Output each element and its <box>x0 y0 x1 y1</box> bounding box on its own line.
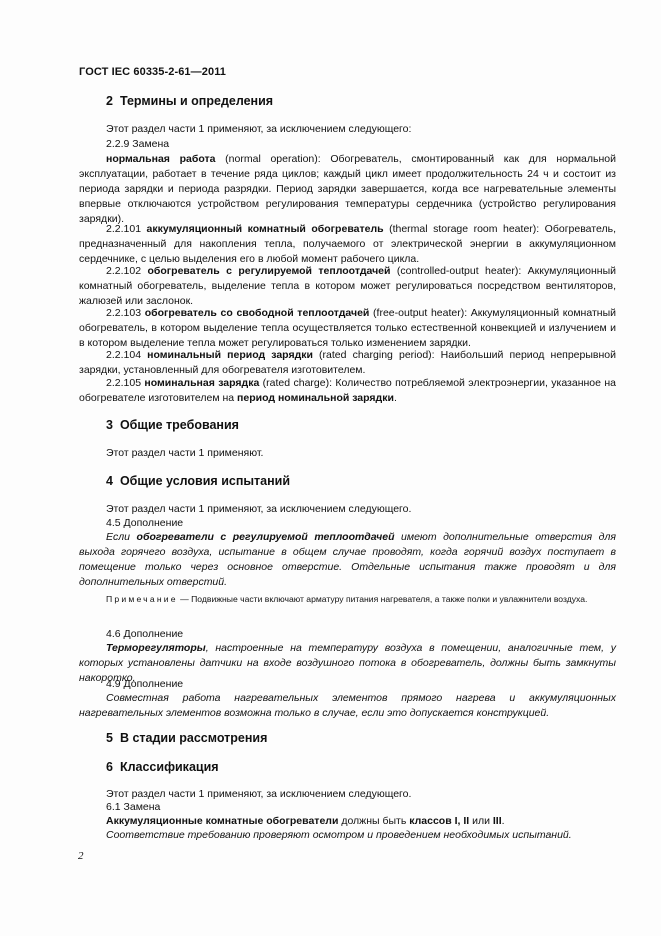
clause-number: 2.2.101 <box>106 223 147 235</box>
s3-text: Этот раздел части 1 применяют. <box>106 447 264 459</box>
def-229 <box>79 152 616 227</box>
def-2-2-105 <box>79 376 616 406</box>
definition-text: (normal operation): Обогреватель, смонтированный как для нормальной эксплуатации, работает в течение ряда циклов; каждый цикл имеет продолжительность 24 ч и состоит из периода зарядки и периода разрядки. Период зарядки завершается, когда все нагревательные элементы впервые отключаются устройством регулирования температуры сердечника (устройство регулирования зарядки). <box>79 153 616 225</box>
def-2-2-102 <box>79 264 616 309</box>
note-label: Примечание <box>106 594 178 604</box>
section-4-heading <box>106 474 290 488</box>
term: III <box>492 815 502 827</box>
s6-sub-61: 6.1 Замена <box>106 801 161 813</box>
punctuation: . <box>393 392 397 404</box>
term: Аккумуляционные комнатные обогреватели <box>106 815 339 827</box>
s2-intro: Этот раздел части 1 применяют, за исключением следующего: <box>106 123 412 135</box>
section-number: 5 <box>106 731 113 745</box>
text: , настроенные на температуру воздуха в помещении, аналогичные тем, у которых установлены датчики на входе воздушного потока в обогреватель, должны быть замкнуты накоротко. <box>79 642 616 684</box>
term: номинальный период зарядки <box>147 349 313 361</box>
clause-number: 2.2.103 <box>106 307 145 319</box>
s4-sub-45: 4.5 Дополнение <box>106 517 184 529</box>
section-3-heading <box>106 418 239 432</box>
section-title: Общие условия испытаний <box>119 474 291 488</box>
term: обогреватели с регулируемой теплоотдачей <box>136 531 395 543</box>
s4-sub-49: 4.9 Дополнение <box>106 678 184 690</box>
note <box>79 593 616 607</box>
text: Если <box>106 531 137 543</box>
text: Совместная работа нагревательных элементов прямого нагрева и аккумуляционных нагревательных элементов возможна только в случае, если это допускается конструкцией. <box>79 692 616 719</box>
section-title: В стадии рассмотрения <box>119 731 268 745</box>
definition-text: (thermal storage room heater): Обогреватель, предназначенный для накопления тепла, получаемого от электрической энергии в аккумуляционном сердечнике, с целью выделения его в любой момент рабочего цикла. <box>79 223 616 265</box>
s6-intro: Этот раздел части 1 применяют, за исключением следующего. <box>106 788 412 800</box>
page-number: 2 <box>78 850 84 862</box>
section-number: 2 <box>106 94 113 108</box>
clause-number: 2.2.105 <box>106 377 145 389</box>
section-5-heading <box>106 731 267 745</box>
section-title: Общие требования <box>119 418 239 432</box>
definition-text: (rated charging period): Наибольший период непрерывной зарядки, установленный для обогревателя изготовителем. <box>79 349 616 376</box>
term: период номинальной зарядки <box>237 392 394 404</box>
text: или <box>469 815 493 827</box>
term: аккумуляционный комнатный обогреватель <box>146 223 384 235</box>
text: имеют дополнительные отверстия для выхода горячего воздуха, испытание в общем случае проводят, когда горячий воздух поступает в помещение только через основное отверстие. Отдельные испытания также проводят и для дополнительных отверстий. <box>79 531 617 588</box>
clause-6-1-compliance: Соответствие требованию проверяют осмотром и проведением необходимых испытаний. <box>106 829 572 841</box>
clause-number: 2.2.104 <box>106 349 148 361</box>
section-2-heading <box>106 94 273 108</box>
def-2-2-103 <box>79 306 616 351</box>
definition-text: (free-output heater): Аккумуляционный комнатный обогреватель, в котором выделение тепла осуществляется только естественной конвекцией и излучением и в котором выделение тепла может регулироваться только изменением зарядки. <box>79 307 616 349</box>
section-number: 3 <box>106 418 113 432</box>
section-number: 4 <box>106 474 113 488</box>
clause-4-9-text <box>79 691 616 721</box>
term: обогреватель с регулируемой теплоотдачей <box>147 265 391 277</box>
section-title: Термины и определения <box>119 94 274 108</box>
punctuation: . <box>501 815 505 827</box>
clause-number: 2.2.102 <box>106 265 148 277</box>
term: классов I, II <box>409 815 470 827</box>
term: обогреватель со свободной теплоотдачей <box>144 307 370 319</box>
s2-sub-229: 2.2.9 Замена <box>106 138 170 150</box>
document-header: ГОСТ IEC 60335-2-61—2011 <box>79 66 227 78</box>
note-text: — Подвижные части включают арматуру питания нагревателя, а также полки и увлажнители воздуха. <box>177 594 588 604</box>
term: Терморегуляторы <box>106 642 206 654</box>
def-2-2-104 <box>79 348 616 378</box>
s4-intro: Этот раздел части 1 применяют, за исключением следующего. <box>106 503 412 515</box>
term: нормальная работа <box>106 153 216 165</box>
section-6-heading <box>106 760 219 774</box>
s4-sub-46: 4.6 Дополнение <box>106 628 184 640</box>
term: номинальная зарядка <box>144 377 260 389</box>
clause-6-1-text <box>106 814 616 829</box>
def-2-2-101 <box>79 222 616 267</box>
section-number: 6 <box>106 760 113 774</box>
clause-4-5-text <box>79 530 616 590</box>
definition-text: (controlled-output heater): Аккумуляционный комнатный обогреватель, выделение тепла в котором может регулироваться посредством вентиляторов, жалюзей или заслонок. <box>79 265 616 307</box>
section-title: Классификация <box>119 760 219 774</box>
definition-text: (rated charge): Количество потребляемой электроэнергии, указанное на обогревателе изготовителем на <box>79 377 616 404</box>
text: должны быть <box>338 815 410 827</box>
